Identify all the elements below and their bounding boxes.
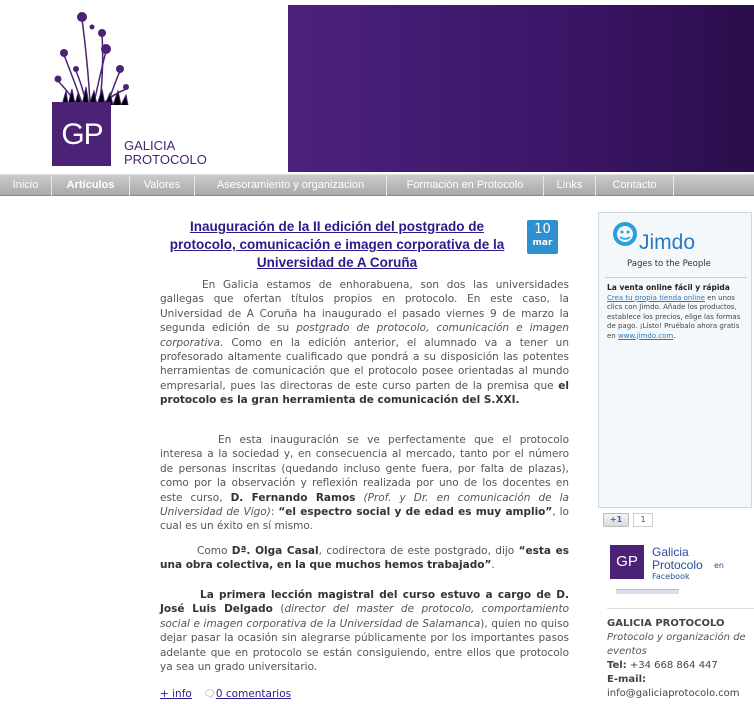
main-content [155, 218, 575, 700]
contact-email[interactable]: info@galiciaprotocolo.com [607, 688, 740, 699]
post-title[interactable]: Inauguración de la II edición del postgrado de protocolo, comunicación e imagen corporativa de la Universidad de A Coruña [169, 219, 505, 270]
facebook-avatar: GP [610, 545, 644, 579]
facebook-page-name[interactable]: Galicia Protocolo [652, 545, 703, 572]
jimdo-brand: Jimdo [639, 231, 696, 254]
logo-line2: PROTOCOLO [124, 152, 207, 167]
date-month: mar [532, 238, 553, 248]
contact-email-label: E-mail: [607, 674, 647, 685]
facebook-bar [616, 589, 679, 594]
post-paragraph-2: En esta inauguración se ve perfectamente que el protocolo interesa a la sociedad y, en consecuencia al mercado, tanto por el número de personas inscritas (quedando incluso gente fuera, por falta de plazas), como por la observación y reflexión realizada por uno de los docentes en este curso, D. Fernando Ramos (Prof. y Dr. en comunicación de la Universidad de Vigo): “el espectro social y de edad es muy amplio”, lo cual es un éxito en sí mismo. [160, 434, 569, 533]
jimdo-heading: La venta online fácil y rápida [607, 283, 730, 292]
contact-phone: Tel: +34 668 864 447 [607, 660, 718, 671]
jimdo-face-icon [613, 221, 639, 249]
nav-item-inicio[interactable]: Inicio [0, 175, 52, 196]
nav-item-asesoramiento[interactable]: Asesoramiento y organizacion [195, 175, 387, 196]
site-header [0, 0, 754, 174]
jimdo-logo[interactable] [609, 219, 749, 279]
logo-line1: GALICIA [124, 138, 176, 153]
gplus-count: 1 [633, 513, 653, 527]
nav-item-formacion[interactable]: Formación en Protocolo [387, 175, 544, 196]
gplus-widget[interactable] [603, 513, 653, 527]
post-footer [160, 688, 291, 700]
jimdo-widget [598, 212, 752, 508]
divider [605, 277, 747, 278]
site-logo[interactable] [38, 5, 288, 172]
nav-item-valores[interactable]: Valores [130, 175, 195, 196]
facebook-en: en [714, 561, 724, 570]
post-paragraph-3: Como Dª. Olga Casal, codirectora de este postgrado, dijo “esta es una obra colectiva, en la que muchos hemos trabajado”. [160, 545, 570, 572]
logo-monogram: GP [61, 118, 103, 151]
date-badge [527, 220, 558, 254]
facebook-widget[interactable] [610, 545, 750, 595]
nav-item-contacto[interactable]: Contacto [596, 175, 674, 196]
comment-icon: 🗨 [203, 689, 216, 700]
jimdo-site-link[interactable]: www.jimdo.com [617, 331, 674, 340]
comments-link[interactable]: 0 comentarios [215, 688, 292, 700]
flowers-illustration [42, 5, 152, 105]
post-paragraph-1: En Galicia estamos de enhorabuena, son dos las universidades gallegas que ofertan títulos propios en protocolo. En este caso, la Universidad de A Coruña ha inaugurado el pasado viernes 9 de marzo la segunda edición de su postgrado de protocolo, comunicación e imagen corporativa. Como en la edición anterior, el alumnado va a tener un profesorado altamente cualificado que pondrá a su disposición las potentes herramientas de comunicación que el protocolo posee orientadas al mundo empresarial, pues las directoras de este curso parten de la premisa que el protocolo es la gran herramienta de comunicación del S.XXI. [160, 279, 569, 407]
contact-block [607, 608, 754, 701]
post-paragraph-4: La primera lección magistral del curso estuvo a cargo de D. José Luis Delgado (director del master de protocolo, comportamiento social e imagen corporativa de la Universidad de Salamanca), quien no quiso dejar pasar la ocasión sin alegrarse públicamente por los importantes pasos adelante que en protocolo se están consiguiendo, entre ellos que protocolo ya sea un grado universitario. [160, 589, 569, 674]
jimdo-store-link[interactable]: Crea tu propia tienda online [607, 293, 705, 302]
more-info-link[interactable]: + info [160, 688, 192, 700]
jimdo-ad-text: La venta online fácil y rápida Crea tu propia tienda online en unos clics con Jimdo. Añade los productos, establece los precios, elige las formas de pago. ¡Listo! Pruébalo ahora gratis en www.jimdo.com. [607, 283, 741, 340]
contact-title: GALICIA PROTOCOLO [607, 618, 725, 629]
nav-item-articulos[interactable]: Artículos [52, 175, 130, 196]
main-nav [0, 174, 754, 196]
nav-item-links[interactable]: Links [544, 175, 596, 196]
jimdo-tagline: Pages to the People [627, 259, 711, 269]
contact-subtitle: Protocolo y organización de eventos [607, 632, 746, 657]
facebook-label: Facebook [652, 572, 690, 581]
gplus-button[interactable]: +1 [603, 513, 629, 527]
date-day: 10 [534, 222, 551, 237]
